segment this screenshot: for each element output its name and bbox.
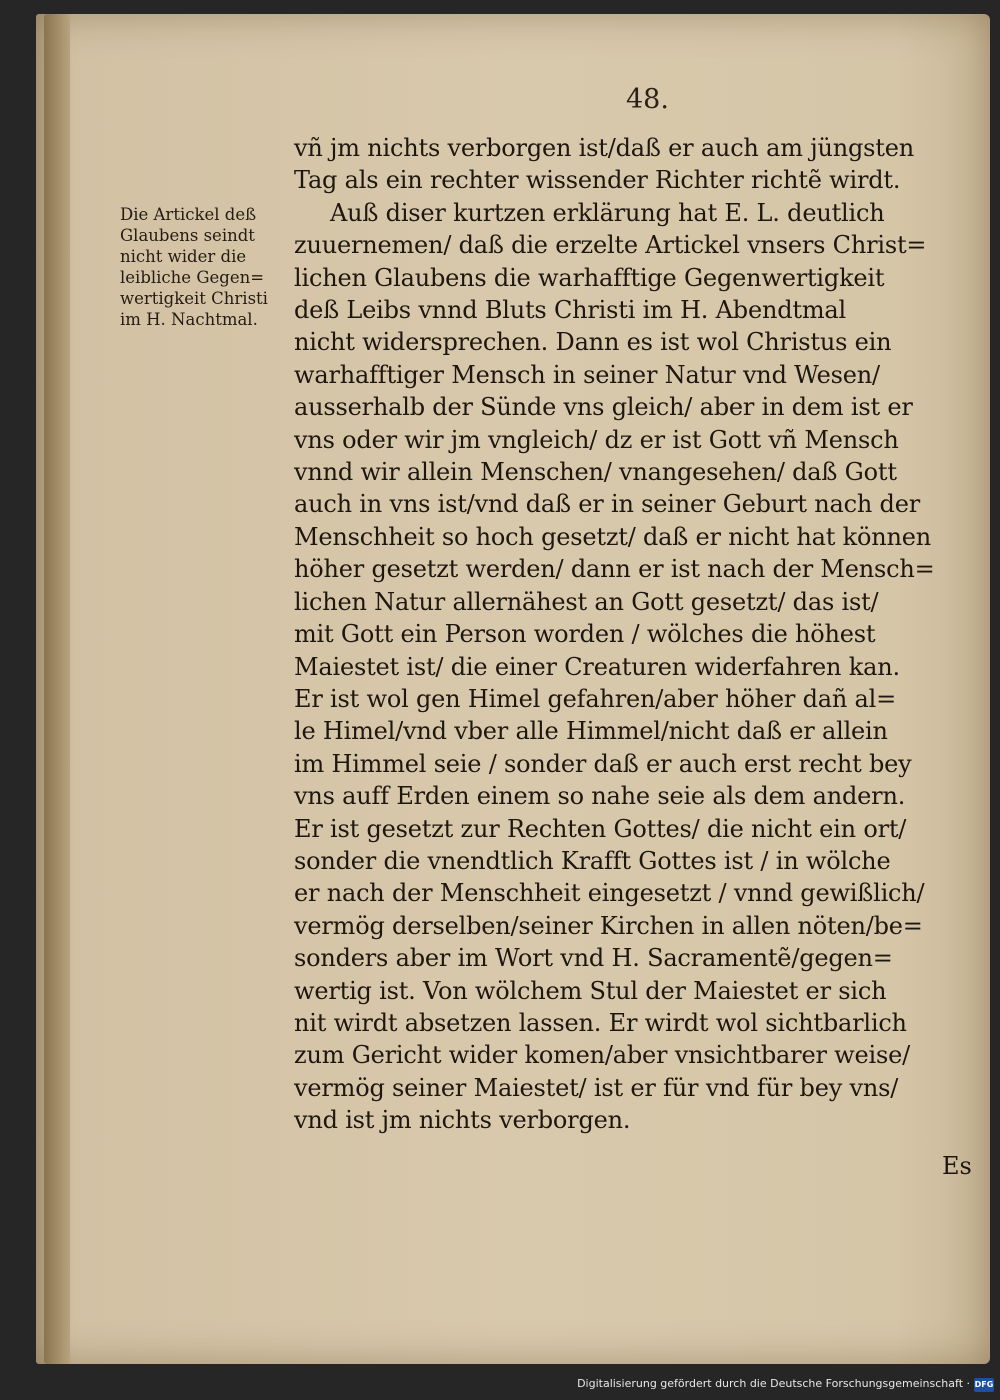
text-line: Er ist gesetzt zur Rechten Gottes/ die nicht ein ort/ [294, 814, 907, 843]
text-line: le Himel/vnd vber alle Himmel/nicht daß er allein [294, 717, 888, 746]
margin-note-line: Die Artickel deß [120, 205, 257, 224]
text-line: deß Leibs vnnd Bluts Christi im H. Abendtmal [294, 296, 846, 325]
text-line: zuuernemen/ daß die erzelte Artickel vnsers Christ= [294, 231, 927, 260]
text-line: vñ jm nichts verborgen ist/daß er auch am jüngsten [294, 134, 914, 162]
text-line: vns auff Erden einem so nahe seie als dem andern. [294, 782, 906, 811]
text-line: Auß diser kurtzen erklärung hat E. L. deutlich [330, 198, 885, 227]
text-line: nit wirdt absetzen lassen. Er wirdt wol sichtbarlich [294, 1008, 907, 1037]
margin-note-line: leibliche Gegen= [120, 268, 265, 287]
body-text [294, 132, 994, 1137]
margin-note-line: nicht wider die [120, 247, 247, 266]
text-line: wertig ist. Von wölchem Stul der Maiestet er sich [294, 976, 887, 1005]
text-line: vnd ist jm nichts verborgen. [294, 1106, 631, 1135]
margin-note-line: im H. Nachtmal. [120, 310, 258, 329]
text-line: er nach der Menschheit eingesetzt / vnnd gewißlich/ [294, 879, 925, 908]
page-gutter [44, 14, 70, 1364]
text-line: lichen Glaubens die warhafftige Gegenwertigkeit [294, 263, 885, 292]
text-line: vns oder wir jm vngleich/ dz er ist Gott vñ Mensch [294, 425, 899, 454]
text-line: zum Gericht wider komen/aber vnsichtbarer weise/ [294, 1041, 910, 1070]
margin-note-line: wertigkeit Christi [120, 289, 268, 308]
text-line: auch in vns ist/vnd daß er in seiner Geburt nach der [294, 490, 920, 519]
text-line: warhafftiger Mensch in seiner Natur vnd Wesen/ [294, 360, 880, 389]
text-line: Er ist wol gen Himel gefahren/aber höher dañ al= [294, 684, 897, 713]
text-line: höher gesetzt werden/ dann er ist nach der Mensch= [294, 555, 935, 584]
dfg-logo-icon: DFG [974, 1378, 994, 1392]
text-line: ausserhalb der Sünde vns gleich/ aber in dem ist er [294, 393, 913, 422]
text-line: vnnd wir allein Menschen/ vnangesehen/ daß Gott [294, 458, 897, 487]
text-line: mit Gott ein Person worden / wölches die höhest [294, 620, 876, 649]
text-line: sonder die vnendtlich Krafft Gottes ist / in wölche [294, 846, 891, 875]
text-line: vermög derselben/seiner Kirchen in allen nöten/be= [294, 911, 923, 940]
book-page [36, 14, 990, 1364]
footer-bar [0, 1364, 1000, 1400]
text-line: Maiestet ist/ die einer Creaturen widerfahren kan. [294, 652, 900, 681]
text-line: lichen Natur allernähest an Gott gesetzt/ das ist/ [294, 587, 879, 616]
text-line: im Himmel seie / sonder daß er auch erst recht bey [294, 749, 912, 778]
text-line: nicht widersprechen. Dann es ist wol Christus ein [294, 328, 892, 357]
page-number: 48. [626, 84, 669, 115]
funding-credit: Digitalisierung gefördert durch die Deutsche Forschungsgemeinschaft · [577, 1377, 970, 1390]
margin-note-line: Glaubens seindt [120, 226, 255, 245]
text-line: sonders aber im Wort vnd H. Sacramentẽ/gegen= [294, 944, 893, 973]
text-line: Tag als ein rechter wissender Richter richtẽ wirdt. [294, 166, 901, 195]
text-line: vermög seiner Maiestet/ ist er für vnd für bey vns/ [294, 1073, 899, 1102]
text-line: Menschheit so hoch gesetzt/ daß er nicht hat können [294, 522, 931, 551]
catchword: Es [942, 1152, 972, 1180]
